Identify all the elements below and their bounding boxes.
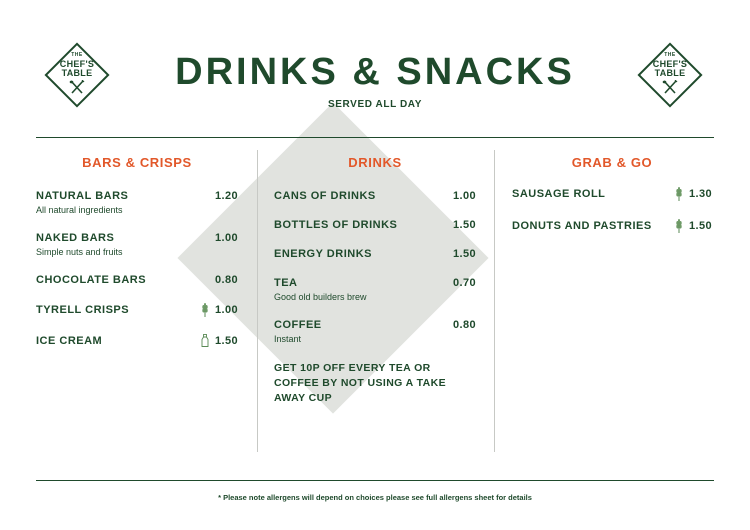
wheat-icon <box>201 303 209 317</box>
milk-bottle-icon <box>201 334 209 347</box>
item-name: SAUSAGE ROLL <box>512 188 606 200</box>
menu-item <box>512 219 712 233</box>
menu-item <box>36 334 238 347</box>
logo-line1: THE <box>664 52 676 58</box>
item-name: DONUTS AND PASTRIES <box>512 220 652 232</box>
column-divider-1 <box>257 150 258 452</box>
allergen-footnote: * Please note allergens will depend on choices please see full allergens sheet for details <box>218 493 532 502</box>
item-description: All natural ingredients <box>36 205 123 215</box>
item-description: Simple nuts and fruits <box>36 247 123 257</box>
column-drinks <box>274 155 476 406</box>
item-price: 1.50 <box>452 248 476 260</box>
wheat-icon <box>675 219 683 233</box>
reusable-cup-promo: GET 10P OFF EVERY TEA OR COFFEE BY NOT USING A TAKE AWAY CUP <box>274 362 446 404</box>
column-heading: BARS & CRISPS <box>82 155 192 170</box>
item-name: TYRELL CRISPS <box>36 304 130 316</box>
item-description: Instant <box>274 334 302 344</box>
item-price: 1.00 <box>214 232 238 244</box>
menu-item <box>36 232 238 257</box>
item-name: CANS OF DRINKS <box>274 190 376 202</box>
item-price: 1.00 <box>214 304 238 316</box>
item-price: 0.80 <box>452 319 476 331</box>
menu-item <box>512 187 712 201</box>
item-price: 1.50 <box>688 220 712 232</box>
item-name: ICE CREAM <box>36 334 103 347</box>
item-name: NATURAL BARS <box>36 190 129 202</box>
wheat-icon <box>675 187 683 201</box>
menu-item <box>36 303 238 317</box>
logo-line3: TABLE <box>61 68 93 78</box>
menu-item <box>274 248 476 260</box>
top-divider <box>36 137 714 138</box>
menu-item <box>274 319 476 344</box>
column-grab-go <box>512 155 712 251</box>
menu-item <box>36 274 238 286</box>
item-price: 1.50 <box>452 219 476 231</box>
logo-line2: CHEF'S <box>59 59 95 69</box>
column-bars-crisps <box>36 155 238 364</box>
menu-item <box>274 219 476 231</box>
column-divider-2 <box>494 150 495 452</box>
item-description: Good old builders brew <box>274 292 367 302</box>
logo-line2: CHEF'S <box>652 59 688 69</box>
column-heading: DRINKS <box>348 155 402 170</box>
page-subtitle: SERVED ALL DAY <box>328 99 422 110</box>
item-price: 1.00 <box>452 190 476 202</box>
logo-line1: THE <box>71 52 83 58</box>
item-price: 1.20 <box>214 190 238 202</box>
bottom-divider <box>36 480 714 481</box>
item-price: 1.30 <box>688 188 712 200</box>
item-name: ENERGY DRINKS <box>274 248 372 260</box>
item-price: 0.70 <box>452 277 476 289</box>
item-name: CHOCOLATE BARS <box>36 274 147 286</box>
column-heading: GRAB & GO <box>571 155 653 170</box>
logo-line3: TABLE <box>654 68 686 78</box>
menu-item <box>274 190 476 202</box>
item-price: 1.50 <box>214 334 238 347</box>
menu-item <box>36 190 238 215</box>
item-price: 0.80 <box>214 274 238 286</box>
menu-item <box>274 277 476 302</box>
item-name: COFFEE <box>274 319 322 331</box>
item-name: TEA <box>274 277 298 289</box>
item-name: BOTTLES OF DRINKS <box>274 219 398 231</box>
item-name: NAKED BARS <box>36 232 115 244</box>
page-title: DRINKS & SNACKS <box>175 51 575 93</box>
